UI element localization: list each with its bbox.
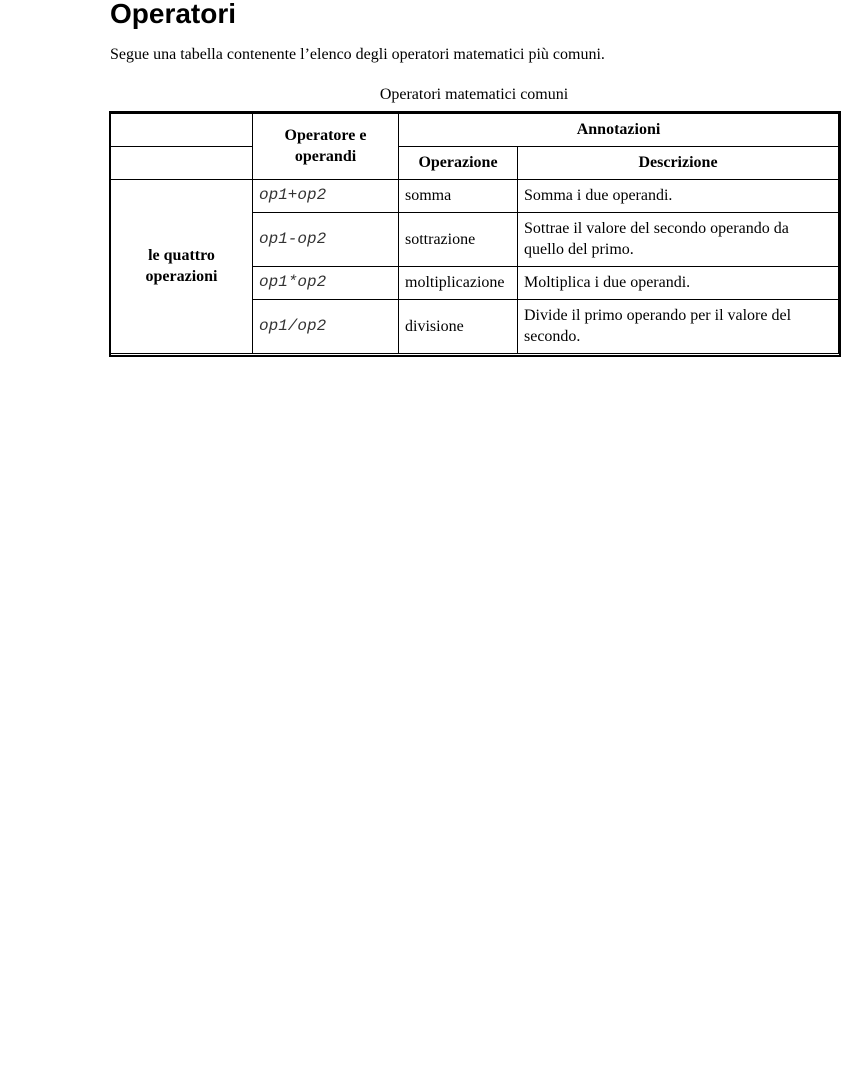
- header-empty-cell: [111, 146, 253, 179]
- header-description: Descrizione: [518, 146, 839, 179]
- header-operation: Operazione: [399, 146, 518, 179]
- operation-cell: sottrazione: [399, 212, 518, 266]
- table-caption: Operatori matematici comuni: [379, 86, 569, 103]
- operation-cell: moltiplicazione: [399, 266, 518, 299]
- description-cell: Divide il primo operando per il valore del secondo.: [518, 299, 839, 353]
- operation-cell: somma: [399, 179, 518, 212]
- header-row-1: [111, 113, 839, 146]
- header-annotations: Annotazioni: [399, 113, 839, 146]
- header-empty-cell: [111, 113, 253, 146]
- operation-cell: divisione: [399, 299, 518, 353]
- table-row: [111, 179, 839, 212]
- operator-cell: op1-op2: [253, 212, 399, 266]
- header-operator: Operatore e operandi: [253, 113, 399, 179]
- operators-table: [110, 112, 839, 354]
- page-title: Operatori: [110, 0, 237, 29]
- description-cell: Sottrae il valore del secondo operando da quello del primo.: [518, 212, 839, 266]
- header-row-2: [111, 146, 839, 179]
- description-cell: Moltiplica i due operandi.: [518, 266, 839, 299]
- group-label: le quattro operazioni: [111, 179, 253, 353]
- operator-cell: op1+op2: [253, 179, 399, 212]
- description-cell: Somma i due operandi.: [518, 179, 839, 212]
- operator-cell: op1*op2: [253, 266, 399, 299]
- intro-paragraph: Segue una tabella contenente l’elenco degli operatori matematici più comuni.: [110, 46, 605, 63]
- operator-cell: op1/op2: [253, 299, 399, 353]
